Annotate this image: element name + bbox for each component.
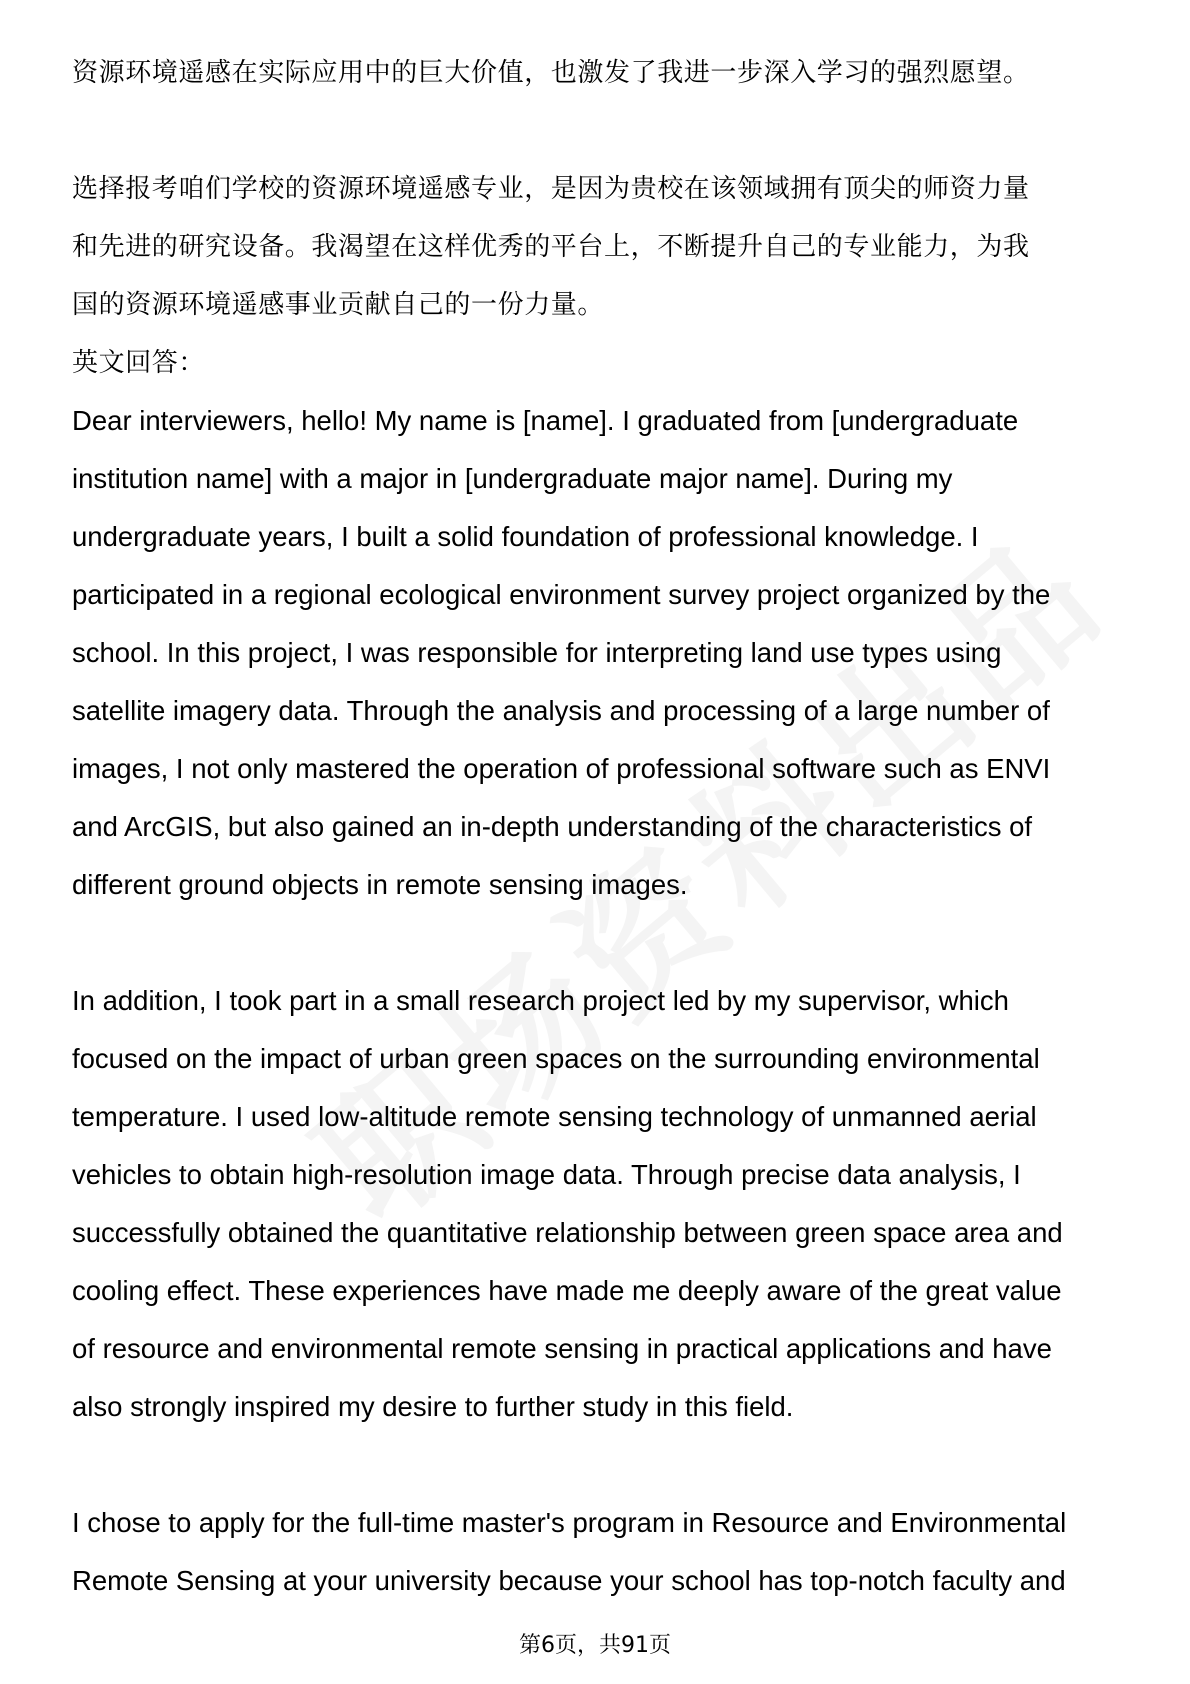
text-line: 国的资源环境遥感事业贡献自己的一份力量。 (72, 290, 605, 320)
text-line: Remote Sensing at your university because your school has top-notch faculty and (72, 1565, 1066, 1596)
document-body (72, 44, 1132, 1610)
paragraph-gap (72, 914, 1132, 972)
text-line: of resource and environmental remote sensing in practical applications and have (72, 1333, 1052, 1364)
paragraph-gap (72, 1436, 1132, 1494)
text-line: participated in a regional ecological environment survey project organized by the (72, 579, 1051, 610)
page-number: 第6页，共91页 (519, 1633, 671, 1658)
paragraph-zh-2 (72, 160, 1132, 334)
text-line: cooling effect. These experiences have made me deeply aware of the great value (72, 1275, 1062, 1306)
text-line: undergraduate years, I built a solid foundation of professional knowledge. I (72, 521, 979, 552)
text-line: institution name] with a major in [undergraduate major name]. During my (72, 463, 953, 494)
text-line: vehicles to obtain high-resolution image data. Through precise data analysis, I (72, 1159, 1021, 1190)
text-line: also strongly inspired my desire to further study in this field. (72, 1391, 794, 1422)
text-line: 选择报考咱们学校的资源环境遥感专业，是因为贵校在该领域拥有顶尖的师资力量 (72, 174, 1030, 204)
paragraph-en-1 (72, 392, 1132, 914)
text-line: school. In this project, I was responsible for interpreting land use types using (72, 637, 1002, 668)
text-line: successfully obtained the quantitative relationship between green space area and (72, 1217, 1063, 1248)
text-line: I chose to apply for the full-time master's program in Resource and Environmental (72, 1507, 1067, 1538)
text-line: satellite imagery data. Through the analysis and processing of a large number of (72, 695, 1050, 726)
text-line: Dear interviewers, hello! My name is [name]. I graduated from [undergraduate (72, 405, 1019, 436)
paragraph-zh-1 (72, 44, 1132, 102)
text-line: temperature. I used low-altitude remote sensing technology of unmanned aerial (72, 1101, 1037, 1132)
text-line: focused on the impact of urban green spaces on the surrounding environmental (72, 1043, 1040, 1074)
text-line: 资源环境遥感在实际应用中的巨大价值，也激发了我进一步深入学习的强烈愿望。 (72, 58, 1030, 88)
paragraph-en-3 (72, 1494, 1132, 1610)
text-line: images, I not only mastered the operation of professional software such as ENVI (72, 753, 1051, 784)
text-line: In addition, I took part in a small research project led by my supervisor, which (72, 985, 1009, 1016)
paragraph-en-2 (72, 972, 1132, 1436)
text-line: 英文回答： (72, 348, 206, 378)
text-line: and ArcGIS, but also gained an in-depth understanding of the characteristics of (72, 811, 1033, 842)
text-line: different ground objects in remote sensing images. (72, 869, 688, 900)
paragraph-gap (72, 102, 1132, 160)
section-heading-english-answer (72, 334, 1132, 392)
text-line: 和先进的研究设备。我渴望在这样优秀的平台上，不断提升自己的专业能力，为我 (72, 232, 1030, 262)
